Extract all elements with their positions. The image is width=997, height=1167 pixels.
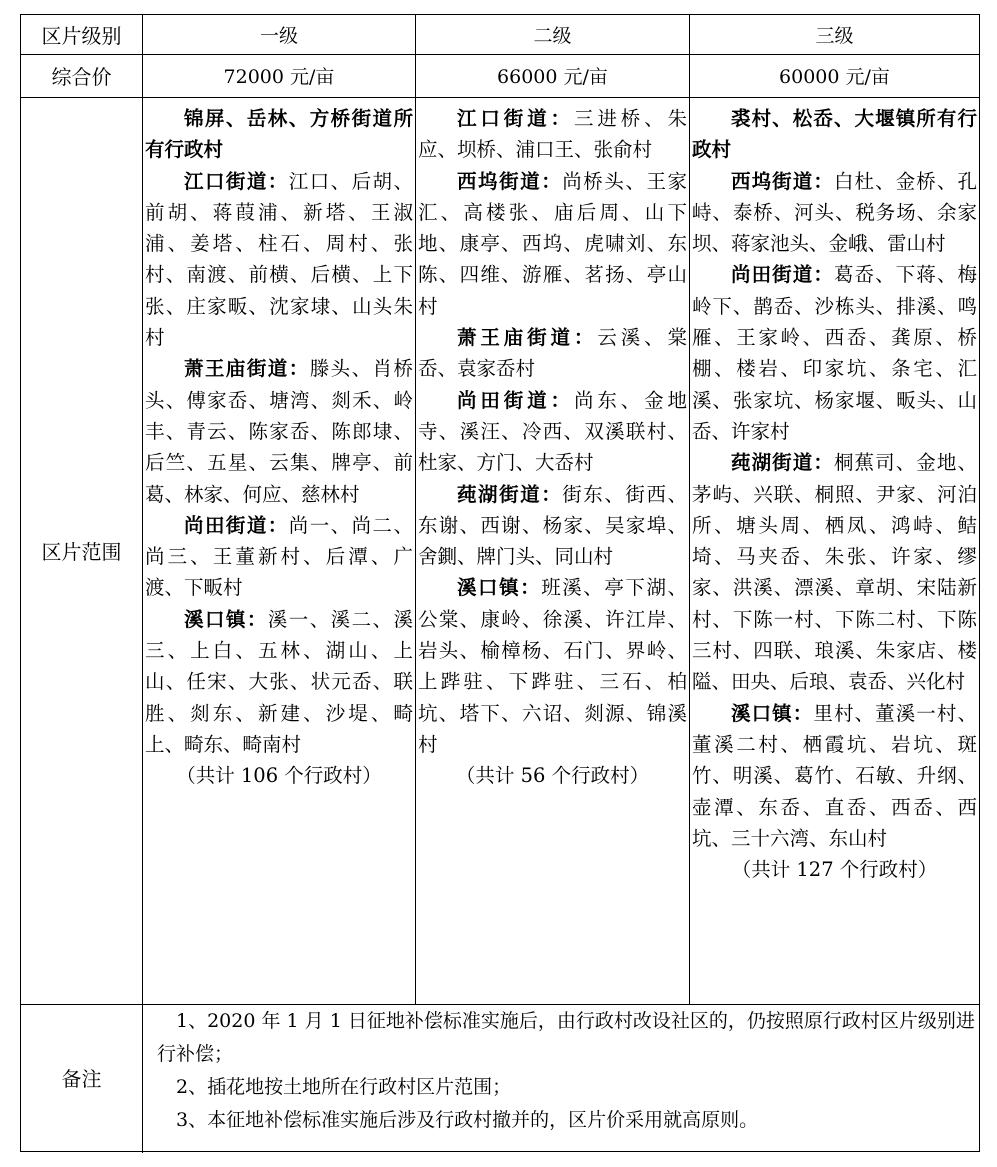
scope-intro: 锦屏、岳林、方桥街道所有行政村: [145, 107, 413, 162]
label-price: 综合价: [51, 65, 112, 89]
district-name: 萧王庙街道：: [457, 326, 598, 350]
notes-content: [157, 1005, 977, 1137]
scope-paragraph: [418, 103, 687, 166]
note-item: 3、本征地补偿标准实施后涉及行政村撤并的，区片价采用就高原则。: [176, 1109, 759, 1131]
village-list: 里村、董溪一村、董溪二村、栖霞坑、岩坑、斑竹、明溪、葛竹、石敏、升纲、壶潭、东岙、直岙、西岙、西坑、三十六湾、东山村: [692, 701, 977, 850]
level-2-header: 二级: [533, 25, 572, 47]
district-name: 莼湖街道：: [457, 482, 563, 506]
village-list: 白杜、金桥、孔峙、泰桥、河头、税务场、余家坝、蒋家池头、金峨、雷山村: [692, 169, 977, 256]
district-name: 尚田街道：: [457, 388, 574, 412]
row-divider: [21, 97, 979, 98]
scope-paragraph: [418, 322, 687, 385]
label-scope: 区片范围: [41, 540, 122, 564]
level-3-price: 60000 元/亩: [779, 66, 890, 88]
village-total: （共计 56 个行政村）: [455, 764, 650, 788]
district-name: 溪口镇：: [731, 701, 814, 725]
village-list: 滕头、肖桥头、傅家岙、塘湾、剡禾、岭丰、青云、陈家岙、陈郎埭、后竺、五星、云集、牌亭、前葛、林家、何应、慈林村: [145, 357, 413, 506]
village-list: 三进桥、朱应、坝桥、浦口王、张俞村: [418, 107, 687, 162]
village-list: 尚一、尚二、尚三、王董新村、后潭、广渡、下畈村: [145, 513, 413, 600]
village-list: 葛岙、下蒋、梅岭下、鹊岙、沙栋头、排溪、鸣雁、王家岭、西岙、龚原、桥棚、楼岩、印家坑、条宅、汇溪、张家坑、杨家堰、畈头、山岙、许家村: [692, 263, 977, 443]
village-list: 溪一、溪二、溪三、上白、五林、湖山、上山、任宋、大张、状元岙、联胜、剡东、新建、沙堤、畸上、畸东、畸南村: [145, 607, 413, 756]
note-item: 2、插花地按土地所在行政村区片范围；: [176, 1076, 512, 1098]
district-name: 莼湖街道：: [731, 451, 834, 475]
scope-intro: 裘村、松岙、大堰镇所有行政村: [692, 107, 977, 162]
village-list: 街东、街西、东谢、西谢、杨家、吴家埠、舍鍘、牌门头、同山村: [418, 482, 687, 569]
district-name: 西坞街道：: [457, 169, 563, 193]
label-level: 区片级别: [41, 24, 122, 48]
label-notes: 备注: [61, 1067, 102, 1091]
district-name: 溪口镇：: [184, 607, 268, 631]
scope-paragraph: [145, 353, 413, 509]
scope-paragraph: [418, 572, 687, 760]
village-total: （共计 127 个行政村）: [731, 858, 938, 882]
level-3-header: 三级: [815, 25, 854, 47]
scope-paragraph: [418, 479, 687, 573]
scope-paragraph: [418, 385, 687, 479]
scope-paragraph: [418, 166, 687, 322]
village-list: 班溪、亭下湖、公棠、康岭、徐溪、许江岸、岩头、榆樟杨、石门、界岭、上跸驻、下跸驻、三石、柏坑、塔下、六诏、剡源、锦溪村: [418, 576, 687, 756]
scope-paragraph: [145, 510, 413, 604]
village-list: 尚桥头、王家汇、高楼张、庙后周、山下地、康亭、西坞、虎啸刘、东陈、四维、游雁、茗扬、亭山村: [418, 169, 687, 318]
level-2-scope: [416, 103, 689, 792]
scope-paragraph: [692, 166, 977, 260]
district-name: 江口街道：: [184, 169, 289, 193]
village-list: 江口、后胡、前胡、蒋葭浦、新塔、王淑浦、姜塔、柱石、周村、张村、南渡、前横、后横、上下张、庄家畈、沈家埭、山头朱村: [145, 169, 413, 350]
village-list: 桐蕉司、金地、茅屿、兴联、桐照、尹家、河泊所、塘头周、栖凤、鸿峙、鲒埼、马夹岙、朱张、许家、缪家、洪溪、漂溪、章胡、宋陆新村、下陈一村、下陈二村、下陈三村、四联、琅溪、朱家店、楼隘、田央、后琅、袁岙、兴化村: [692, 451, 977, 694]
district-name: 尚田街道：: [731, 263, 834, 287]
compensation-table: [20, 14, 980, 1152]
district-name: 尚田街道：: [184, 513, 289, 537]
district-name: 溪口镇：: [457, 576, 542, 600]
village-list: 云溪、棠岙、袁家岙村: [418, 326, 687, 381]
village-total: （共计 106 个行政村）: [176, 764, 382, 788]
scope-paragraph: [145, 604, 413, 760]
scope-paragraph: [692, 259, 977, 447]
district-name: 江口街道：: [457, 107, 574, 130]
level-3-scope: [690, 103, 979, 885]
scope-paragraph: [692, 447, 977, 697]
level-1-price: 72000 元/亩: [223, 66, 335, 88]
district-name: 西坞街道：: [731, 169, 834, 193]
village-list: 尚东、金地寺、溪汪、冷西、双溪联村、杜家、方门、大岙村: [418, 388, 687, 475]
level-2-price: 66000 元/亩: [497, 66, 608, 88]
scope-paragraph: [692, 698, 977, 854]
level-1-scope: [143, 103, 415, 792]
level-1-header: 一级: [259, 25, 298, 47]
district-name: 萧王庙街道：: [184, 357, 310, 381]
scope-paragraph: [145, 166, 413, 354]
note-item: 1、2020 年 1 月 1 日征地补偿标准实施后，由行政村改设社区的，仍按照原行政村区片级别进行补偿；: [157, 1010, 975, 1065]
